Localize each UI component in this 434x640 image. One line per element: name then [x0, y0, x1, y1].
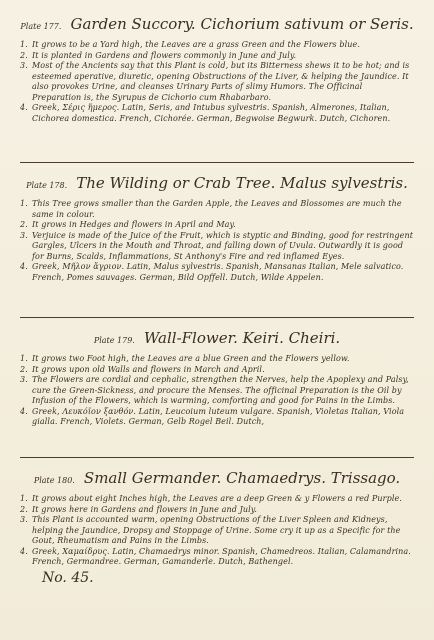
- plant-title: Garden Succory. Cichorium sativum or Seris.: [70, 15, 414, 33]
- section-divider: [20, 162, 414, 163]
- entry-item: 4. Greek, Σέρις ἥμερος. Latin, Seris, and Intubus sylvestris. Spanish, Almerones, Italian, Cichorea domestica. French, Cichorée. German, Begwoise Begwurk. Dutch, Cichoren.: [20, 103, 391, 123]
- entry-heading: [20, 328, 414, 351]
- entry-item: 2. It is planted in Gardens and flowers commonly in June and July.: [20, 50, 297, 60]
- entry-item: 2. It grows upon old Walls and flowers in March and April.: [20, 364, 265, 374]
- plate-180-entry: [20, 468, 414, 568]
- plant-title: Small Germander. Chamaedrys. Trissago.: [83, 469, 401, 487]
- entry-items: [20, 494, 414, 568]
- plate-number: Plate 178.: [26, 181, 68, 190]
- section-divider: [20, 457, 414, 458]
- entry-items: [20, 199, 414, 283]
- entry-item: 4. Greek, Χαμαίδρυς. Latin, Chamaedrys minor. Spanish, Chamedreos. Italian, Calamandrina. French, Germandree. German, Gamanderle. Dutch, Bathengel.: [20, 546, 411, 566]
- plate-177-entry: [20, 14, 414, 154]
- plant-title: The Wilding or Crab Tree. Malus sylvestris.: [76, 174, 408, 192]
- entry-items: [20, 354, 414, 428]
- entry-item: 1. It grows to be a Yard high, the Leaves are a grass Green and the Flowers blue.: [20, 40, 360, 49]
- entry-items: [20, 40, 414, 124]
- entry-item: 2. It grows in Hedges and flowers in April and May.: [20, 220, 236, 229]
- plate-number: Plate 179.: [93, 336, 135, 345]
- entry-heading: [20, 173, 414, 196]
- entry-item: 3. Verjuice is made of the Juice of the Fruit, which is styptic and Binding, good for restringent Gargles, Ulcers in the Mouth and Throat, and falling down of Uvula. Outwardly it is good for Burns, Scalds, Inflammations, St Anthony's Fire and red inflamed Eyes.: [20, 230, 414, 261]
- plate-number: Plate 177.: [20, 22, 62, 31]
- entry-heading: [20, 14, 414, 37]
- entry-item: 3. Most of the Ancients say that this Plant is cold, but its Bitterness shews it to be hot; and is esteemed aperative, diuretic, opening Obstructions of the Liver, & helping the Jaundice. It also provokes Urine, and cleanses Urinary Parts of slimy Humors. The Officinal Preparation is, the Syrupus de Cichorio cum Rhabarbaro.: [20, 61, 410, 102]
- plate-179-entry: [20, 328, 414, 449]
- plant-title: Wall-Flower. Keiri. Cheiri.: [143, 329, 341, 347]
- entry-item: 4. Greek, Λευκόϊον ξανθόν. Latin, Leucoium luteum vulgare. Spanish, Violetas Italian, Viola gialla. French, Violets. German, Gelb Rogel Beil. Dutch,: [20, 406, 405, 426]
- section-divider: [20, 317, 414, 318]
- entry-item: 1. This Tree grows smaller than the Garden Apple, the Leaves and Blossomes are much the same in colour.: [20, 199, 402, 219]
- plate-number: Plate 180.: [33, 476, 75, 485]
- plate-178-entry: [20, 173, 414, 309]
- entry-heading: [20, 468, 414, 491]
- entry-item: 3. The Flowers are cordial and cephalic, strengthen the Nerves, help the Apoplexy and Palsy, cure the Green-Sickness, and procure the Menses. The officinal Preparation is the Oil by Infusion of the Flowers, which is warming, comforting and good for Pains in the Limbs.: [20, 375, 409, 405]
- entry-item: 4. Greek, Μῆλον ἄγριον. Latin, Malus sylvestris. Spanish, Mansanas Italian, Mele salvatico. French, Pomes sauvages. German, Bild Opffell. Dutch, Wilde Appelen.: [20, 262, 404, 282]
- entry-item: 2. It grows here in Gardens and flowers in June and July.: [20, 504, 257, 514]
- entry-item: 1. It grows two Foot high, the Leaves are a blue Green and the Flowers yellow.: [20, 354, 350, 363]
- sheet-number: No. 45.: [42, 569, 94, 586]
- entry-item: 3. This Plant is accounted warm, opening Obstructions of the Liver Spleen and Kidneys, helping the Jaundice, Dropsy and Stoppage of Urine. Some cry it up as a Specific for the Gout, Rheumatism and Pains in the Limbs.: [20, 515, 401, 545]
- entry-item: 1. It grows about eight Inches high, the Leaves are a deep Green & y Flowers a red Purple.: [20, 494, 402, 503]
